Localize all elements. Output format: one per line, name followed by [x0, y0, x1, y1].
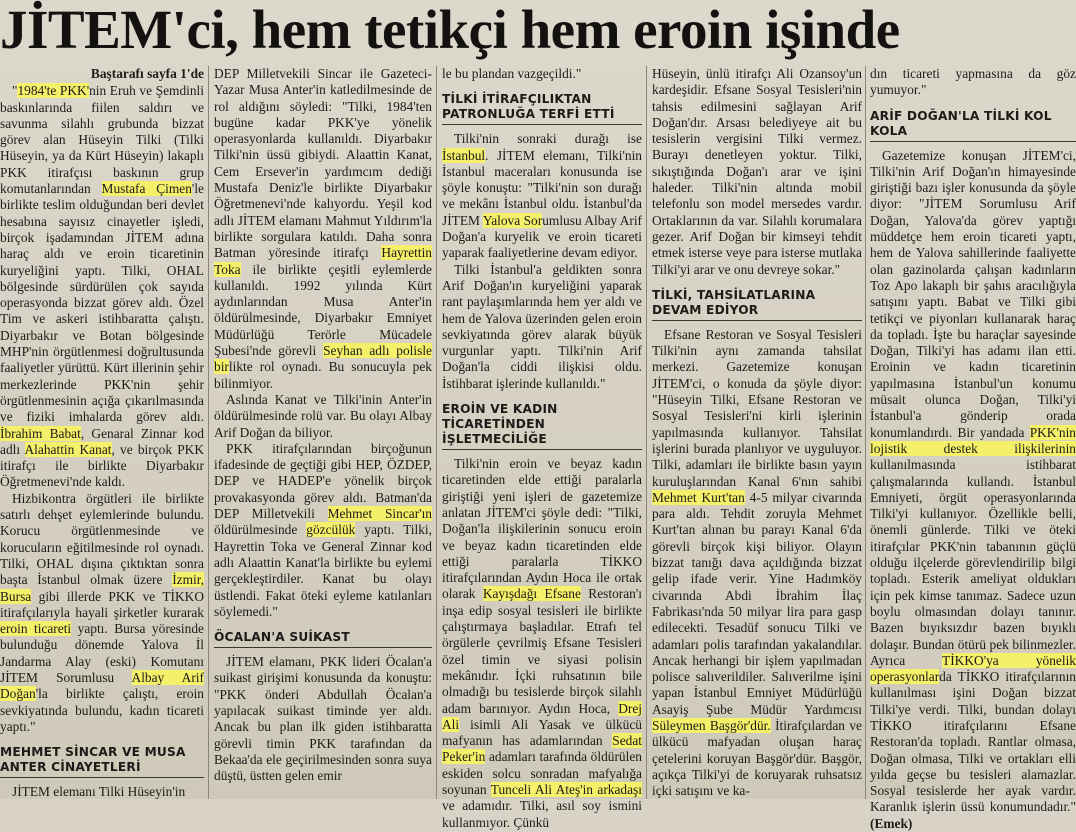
subheading: EROİN VE KADIN TİCARETİNDEN İŞLETMECİLİĞE	[442, 402, 642, 450]
paragraph: JİTEM elamanı, PKK lideri Öcalan'a suikast girişimi konusunda da konuştu: "PKK önderi Abdullah Öcalan'a yapılacak suikast timinde yer aldı. Ancak bu plan ilk giden istihbaratta görevli timin PKK tarafından da Bekaa'da ele geçirilmesinden sonra suya düştü, üstten gelen emir	[214, 654, 432, 784]
highlight: 1984'te PKK'	[17, 83, 90, 99]
paragraph: Tilki İstanbul'a geldikten sonra Arif Doğan'ın kuryeliğini yaparak rant paylaşımlarında hem yer aldı ve hem de Yalova üzerinden gelen eroin sevkiyatında görev alarak büyük vurgunlar yaptı. Tilki'nin Arif Doğan'la ciddi ilişkisi oldu. İstihbarat işlerinde kullanıldı."	[442, 261, 642, 391]
paragraph: Aslında Kanat ve Tilki'inin Anter'in öldürülmesinde rolü var. Bu olayı Albay Arif Doğan da biliyor.	[214, 391, 432, 440]
subheading: TİLKİ İTİRAFÇILIKTAN PATRONLUĞA TERFİ ETTİ	[442, 92, 642, 125]
highlight: Hayrettin Toka	[214, 245, 432, 277]
highlight: Seyhan adlı polisle bir	[214, 343, 432, 375]
paragraph: Hüseyin, ünlü itirafçı Ali Ozansoy'un kardeşidir. Efsane Sosyal Tesisleri'nin tahsis edilmesini sağlayan Arif Doğan'dır. Arsası belediyeye ait bu tesislerin vergisini Tilki vermez. Burayı denetleyen yoktur. Tilki, sıkıştığında Doğan'ı arar ve işini haleder. Tilki'nin altında mobil telefonlu son model mersedes vardır. Ortaklarının da var. Silahlı korumalara gezer. Arif Doğan bir kimseyi tehdit etmek isterse veye para isterse mutlaka Tilki'yi arar ve onu devreye sokar."	[652, 66, 862, 277]
paragraph: Hizbikontra örgütleri ile birlikte satırlı dehşet eylemlerinde bulundu. Korucu örgütlenmesinde ve korucuların eğitilmesinde rol oynadı. Tilki, OHAL dışına çıktıktan sonra başta İstanbul olmak üzere İzmir, Bursa gibi illerde PKK ve TİKKO itirafçılarıyla hayali şirketler kurarak eroin ticareti yaptı. Bursa yöresinde bulunduğu dönemde Yalova İl Jandarma Alay (eski) Komutanı JİTEM Sorumlusu Albay Arif Doğan'la birlikte çalıştı, eroin sevkiyatında bulundu, kadın ticareti yaptı."	[0, 490, 204, 734]
highlight: gözcülük	[306, 522, 356, 538]
highlight: İstanbul	[442, 147, 486, 163]
highlight: TİKKO'ya yönelik operasyonlar	[870, 652, 1076, 685]
paragraph: Tilki'nin sonraki durağı ise İstanbul. JİTEM elemanı, Tilki'nin İstanbul maceraları konusunda ise şöyle konuştu: "Tilki'nin son durağı ve mekânı İstanbul oldu. İstanbul'da JİTEM Yalova Sorumlusu Albay Arif Doğan'a kuryelik ve eroin ticareti yaparak faaliyetlerine devam ediyor.	[442, 131, 643, 261]
highlight: PKK'nin lojistik destek ilişkilerinin	[870, 424, 1076, 456]
highlight: Tunceli Ali Ateş'in arkadaşı	[490, 781, 642, 797]
paragraph: DEP Milletvekili Sincar ile Gazeteci-Yazar Musa Anter'in katledilmesinde de rol aldığını söyledi: "Tilki, 1984'ten bugüne kadar PKK'ye yönelik operasyonlarda kullanıldı. Diyarbakır Tilki'nin üssü gibiydi. Alaattin Kanat, Cem Ersever'in yardımcım dediği Mustafa Deniz'le birlikte Diyarbakır Öğretmenevi'nde kalıyordu. Yeşil kod adlı JİTEM elamanı Mahmut Yıldırım'la birlikte sorgulara katıldı. Daha sonra Batman yöresinde itirafçı Hayrettin Toka ile birlikte çeşitli eylemlerde kullanıldı. 1992 yılında Kürt aydınlarından Musa Anter'in öldürülmesinde, Diyarbakır Emniyet Müdürlüğü Terörle Mücadele Şubesi'nde görevli Seyhan adlı polisle birlikte rol oynadı. Bu sonucuyla pek bilinmiyor.	[214, 66, 432, 391]
paragraph: Efsane Restoran ve Sosyal Tesisleri Tilki'nin aynı zamanda tahsilat merkezi. Gazetemize konuşan JİTEM'ci, o konuda da şöyle diyor: "Hüseyin Tilki, Efsane Restoran ve Sosyal Tesisleri'ni kirli işlerinin yapılmasında kullanıyor. Tahsilat işlerini burada planlıyor ve uyguluyor. Tilki, adamları ile birlikte basın yayın kuruluşlarından Kanal 6'nın sahibi Mehmet Kurt'tan 4-5 milyar civarında para aldı. Tehdit zoruyla Mehmet Kurt'tan alınan bu parayı Kanal 6'da görevli birçok kişi biliyor. Olayın bizzat tanığı dava açıldığında bizzat gelip ifade verir. Yine Hadımköy civarında Abdi İbrahim İlaç Fabrikası'nda 50 milyar lira para gasp edilecekti. Tesadüf sonucu Tilki ve adamları polis tarafından yakalandılar. Ancak herhangi bir işlem yapılmadan polisce salıverildiler. Salıverilme işini yapan İstanbul Emniyet Müdürlüğü Asayiş Şube Müdür Yardımcısı Süleymen Başgör'dür. İtirafçılardan ve ülkücü mafyadan oluşan haraç çetelerini koruyan Başgör'dür. Başgör, açıkça Tilki'yi de koruyarak ruhsatsız içki satışını ve ka-	[652, 326, 862, 799]
column-rule	[436, 66, 437, 799]
paragraph: le bu plandan vazgeçildi."	[442, 66, 582, 81]
column-4	[652, 66, 862, 799]
subheading: ÖCALAN'A SUİKAST	[214, 630, 432, 648]
highlight: İzmir, Bursa	[0, 572, 204, 604]
highlight: Sedat Peker'in	[442, 733, 642, 765]
highlight: eroin ticareti	[0, 621, 72, 637]
paragraph: dın ticareti yapmasına da göz yumuyor."	[870, 66, 1076, 98]
subheading: MEHMET SİNCAR VE MUSA ANTER CİNAYETLERİ	[0, 745, 204, 778]
highlight: Mehmet Sincar'ın	[327, 506, 432, 522]
column-rule	[208, 66, 209, 799]
highlight: Kayışdağı Efsane	[482, 586, 581, 602]
paragraph: "1984'te PKK'nin Eruh ve Şemdinli baskınlarında fiilen saldırı ve savunma silahlı grubunda bizzat görev alan Hüseyin Tilki (Tilki Hüseyin, ya da Kürt Hüseyin) lakaplı PKK itirafçısı baskının grup komutanlarından Mustafa Çimen'le birlikte teslim olduğundan beri devlet hesabına sayısız cinayetler işledi, birçok işadamından JİTEM adına haraç aldı ve eroin ticaretinin kuryeliğini yaptı. Tilki, OHAL bölgesinde sürdürülen çok sayıda operasyonda bizzat görev aldı. Özel Tim ve askeri istihbaratta çalıştı. Diyarbakır ve Botan bölgesinde MHP'nin örgütlenmesi doğrultusunda faaliyetler yürüttü. Kürt illerinin şehir merkezlerinde PKK'nin şehir örgütlenmesinin açığa çıkarılmasında ve fiziki imhalarda görev aldı. İbrahim Babat, Genaral Zinnar kod adlı Alahattin Kanat, ve birçok PKK itirafçı ile birlikte Diyarbakır Öğretmenevi'nde kaldı.	[0, 83, 204, 490]
column-5	[870, 66, 1076, 831]
column-3	[442, 66, 643, 830]
continuation-note: Baştarafı sayfa 1'de	[90, 66, 204, 81]
column-rule	[646, 66, 647, 799]
highlight: İbrahim Babat	[0, 425, 81, 441]
byline: (Emek)	[870, 815, 913, 831]
highlight: Mehmet Kurt'tan	[652, 489, 745, 505]
subheading: ARİF DOĞAN'LA TİLKİ KOL KOLA	[870, 109, 1076, 142]
column-1	[0, 66, 204, 799]
highlight: Süleymen Başgör'dür.	[652, 717, 771, 733]
headline: JİTEM'ci, hem tetikçi hem eroin işinde	[0, 0, 900, 60]
paragraph: Gazetemize konuşan JİTEM'ci, Tilki'nin Arif Doğan'ın himayesinde giriştiği bazı işler konusunda da şöyle diyor: "JİTEM Sorumlusu Arif Doğan, Yalova'da görev yaptığı müddetçe hem eroin ticareti yaptı, hem de Yalova sahillerinde faaliyette olan gazinolarda çalışan kadınların Toz Apo lakaplı bir şahıs aracılığıyla satışını yaptı. Babat ve Tilki gibi tetikçi ve piyonları kullanarak haraç da topladı. İşte bu haraçlar sayesinde Doğan, Tilki'yi has adamı ilan etti. Eroinin ve kadın ticaretinin yapılmasına İstanbul'un konumu müsait olunca Doğan, Tilki'yi İstanbul'a gönderip orada konumlandırdı. Bir yandada PKK'nin lojistik destek ilişkilerinin kullanılmasında istihbarat çalışmalarında kullandı. İstanbul Emniyeti, örgüt operasyonlarında Tilki'yi kullanıyor. Özellikle belli, önemli günlerde. Tilki ve öteki itirafçılar PKK'nin tabanının güçlü olduğu ilçelerde görevlendirilip bilgi topladı. Esterik ameliyat oldukları için pek kimse tanımaz. Sadece uzun boylu olmasından dolayı tanınır. Bazen bıyıksızdır bazen bıyıklı dolaşır. Bundan ötürü pek bilinmezler. Ayrıca TİKKO'ya yönelik operasyonlarda TİKKO itirafçılarının kullanılması işini Doğan bizzat Tilki'ye verdi. Tilki, bundan dolayı TİKKO itirafçılarını Efsane Restoran'da topladı. Rantlar olmasa, Doğan olmasa, Tilki ve ortakları elli yılda geçse bu tesisleri alamazlar. Sosyal tesislerde her ayak vardır. Karanlık işlerin üssü konumundadır." (Emek)	[870, 147, 1076, 831]
highlight: Alahattin Kanat	[24, 441, 112, 457]
column-2	[214, 66, 432, 799]
highlight: Albay Arif Doğan	[0, 669, 204, 702]
column-rule	[865, 66, 866, 799]
highlight: Drej Ali	[442, 700, 642, 732]
highlight: Mustafa Çimen	[101, 181, 192, 197]
highlight: Yalova Sor	[482, 212, 543, 228]
paragraph: PKK itirafçılarından birçoğunun ifadesinde de geçtiği gibi HEP, ÖZDEP, DEP ve HADEP'e yönelik birçok provakasyonda görev aldı. Batman'da DEP Milletvekili Mehmet Sincar'ın öldürülmesinde gözcülük yaptı. Tilki, Hayrettin Toka ve General Zinnar kod adlı Alaattin Kanat'la birlikte bu eylemi gerçekleştirdiler. Kanat bu olayı üstlendi. Fakat öteki eyleme katılanları söylemedi."	[214, 440, 432, 619]
paragraph: JİTEM elemanı Tilki Hüseyin'in	[12, 784, 186, 800]
subheading: TİLKİ, TAHSİLATLARINA DEVAM EDİYOR	[652, 288, 862, 321]
paragraph: Tilki'nin eroin ve beyaz kadın ticaretinden elde ettiği paralarla giriştiği yeni işleri de gazetemize anlatan JİTEM'ci şöyle dedi: "Tilki, Doğan'la ilişkilerinin sonucu eroin ve beyaz kadın ticaretinden elde ettiği paralarla TİKKO itirafçılarından Aydın Hoca ile ortak olarak Kayışdağı Efsane Restoran'ı inşa edip sosyal tesisleri ile birlikte çalıştırmaya başladılar. Etrafı tel örgülerle çevrilmiş Efsane Tesisleri özel timin ve siyasi polisin mekânıdır. İçki ruhsatının bile olmadığı bu tesislerde birçok silahlı adam barınıyor. Aydın Hoca, Drej Ali isimli Ali Yasak ve ülkücü mafyanın has adamlarından Sedat Peker'in adamları tarafında öldürülen eskiden solcu sonradan mafyalığa soyunan Tunceli Ali Ateş'in arkadaşı ve adamıdır. Tilki, asıl soy ismini kullanmıyor. Çünkü	[442, 456, 642, 830]
